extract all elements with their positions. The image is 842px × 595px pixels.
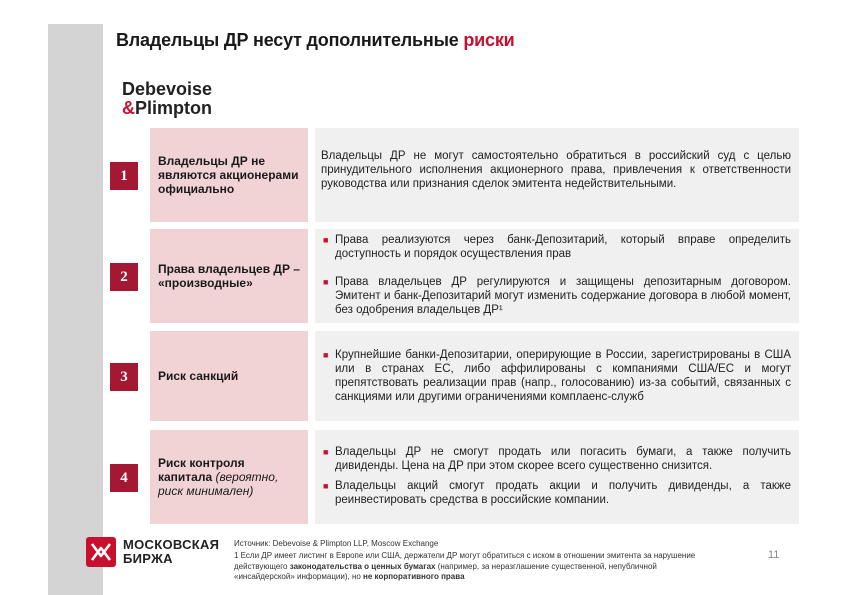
row-description	[315, 430, 799, 524]
logo-line2	[122, 99, 212, 118]
page-title	[116, 30, 515, 51]
bullet-list	[321, 233, 791, 317]
row-label	[150, 128, 308, 222]
row-label	[150, 430, 308, 524]
moex-logo-line1: МОСКОВСКАЯ	[123, 537, 220, 552]
bullet-square-icon: ■	[323, 277, 329, 287]
row-label	[150, 331, 308, 421]
row-label-content	[158, 456, 300, 498]
debevoise-plimpton-logo	[122, 80, 212, 118]
moex-logo-text	[123, 538, 219, 566]
row-label-text: Риск санкций	[158, 369, 239, 383]
bullet-list	[321, 445, 791, 507]
bullet-item	[321, 348, 791, 404]
bullet-square-icon: ■	[323, 235, 329, 245]
logo-line1: Debevoise	[122, 79, 213, 99]
page-number: 11	[768, 549, 780, 561]
page-title-main: Владельцы ДР несут дополнительные	[116, 30, 459, 50]
side-bar	[48, 24, 103, 595]
bullet-square-icon: ■	[323, 350, 329, 360]
row-description	[315, 128, 799, 222]
bullet-text: Крупнейшие банки-Депозитарии, оперирующие в России, зарегистрированы в США или в странах ЕС, либо аффилированы с компаниями США/ЕС и могут препятствовать реализации прав (напр., голосованию) из-за событий, связанных с санкциями или другими ограничениями комплаенс-служб	[335, 349, 791, 403]
row-description-text: Владельцы ДР не могут самостоятельно обратиться в российский суд с целью принудительного исполнения акционерного права, привлечения к ответственности руководства или признания сделок эмитента недействительными.	[321, 150, 791, 190]
moex-logo-line2: БИРЖА	[123, 551, 173, 566]
row-description	[315, 229, 799, 323]
bullet-text: Владельцы ДР не смогут продать или погасить бумаги, а также получить дивиденды. Цена на ДР при этом скорее всего существенно снизится.	[335, 446, 791, 472]
bullet-item	[321, 445, 791, 473]
row-number-badge: 1	[110, 162, 138, 190]
moex-logo-icon	[86, 537, 116, 567]
row-label-text: Риск контроля капитала	[158, 456, 245, 484]
bullet-item	[321, 233, 791, 261]
bullet-text: Права реализуются через банк-Депозитарий, который вправе определить доступность и порядок осуществления прав	[335, 234, 791, 260]
row-label-text: Владельцы ДР не являются акционерами официально	[158, 154, 299, 196]
footnote-text-2: (например, за неразглашение существенной, непубличной «инсайдерской» информации), но	[234, 561, 657, 581]
bullet-item	[321, 275, 791, 317]
row-label-text: Права владельцев ДР – «производные»	[158, 262, 300, 290]
row-number-badge: 2	[110, 263, 138, 291]
bullet-text: Права владельцев ДР регулируются и защищены депозитарным договором. Эмитент и банк-Депозитарий могут изменить содержание договора в любой момент, без одобрения владельцев ДР¹	[335, 276, 791, 316]
footnote-text-1: 1 Если ДР имеет листинг в Европе или США, держатели ДР могут обратиться с иском в отношении эмитента за нарушение действующего	[234, 551, 696, 571]
row-number-badge: 3	[110, 363, 138, 391]
bullet-square-icon: ■	[323, 481, 329, 491]
bullet-list	[321, 348, 791, 404]
bullet-square-icon: ■	[323, 447, 329, 457]
bullet-text: Владельцы акций смогут продать акции и получить дивиденды, а также реинвестировать средства в российские компании.	[335, 480, 791, 506]
row-label	[150, 229, 308, 323]
footnote-bold-1: законодательства о ценных бумагах	[289, 561, 436, 571]
logo-amp: &	[122, 98, 135, 118]
row-label-note: (вероятно, риск минимален)	[158, 470, 279, 498]
source-note: Источник: Debevoise & Plimpton LLP, Moscow Exchange	[234, 539, 439, 548]
footnote	[234, 551, 704, 583]
row-description	[315, 331, 799, 421]
page-title-accent: риски	[463, 30, 515, 50]
bullet-item	[321, 479, 791, 507]
footnote-bold-2: не корпоративного права	[363, 572, 465, 581]
row-number-badge: 4	[110, 464, 138, 492]
logo-line2-text: Plimpton	[135, 98, 212, 118]
moscow-exchange-logo	[86, 537, 219, 567]
